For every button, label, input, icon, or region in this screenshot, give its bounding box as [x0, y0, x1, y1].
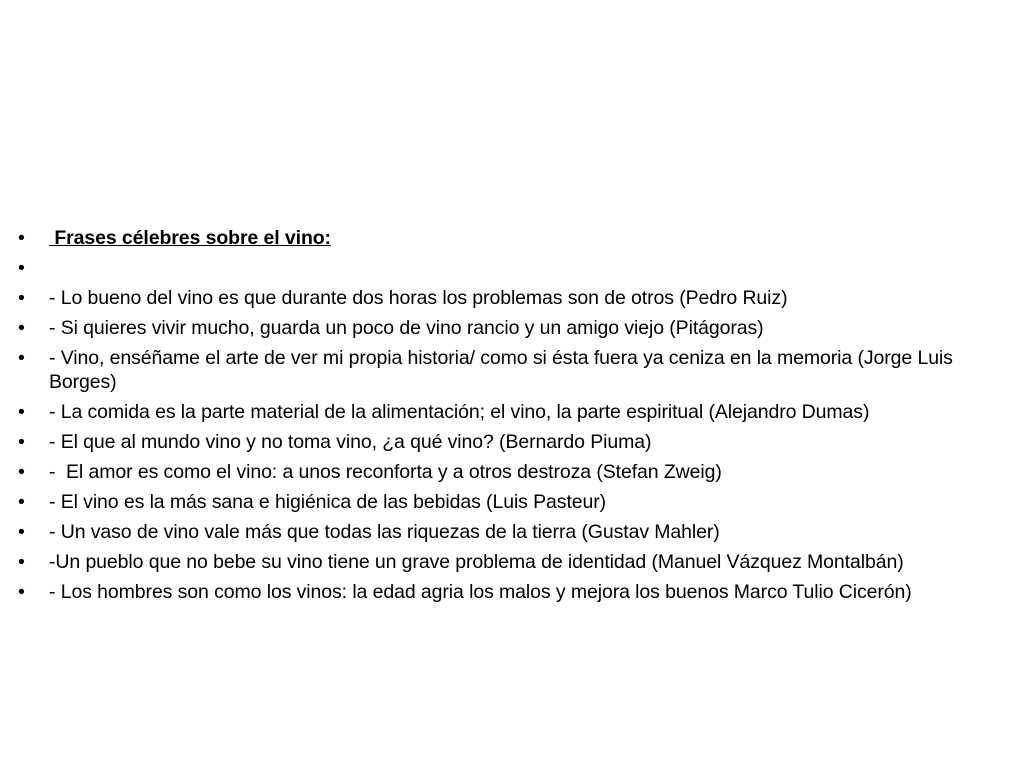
bullet-icon: •: [18, 317, 25, 339]
heading-item: [18, 226, 1008, 250]
quote-text: - El amor es como el vino: a unos reconforta y a otros destroza (Stefan Zweig): [49, 461, 722, 483]
quote-item: [18, 550, 1008, 574]
quote-text: - La comida es la parte material de la alimentación; el vino, la parte espiritual (Alejandro Dumas): [49, 401, 870, 423]
quote-item: [18, 580, 1008, 604]
bullet-icon: •: [18, 287, 25, 309]
quote-text: - Un vaso de vino vale más que todas las riquezas de la tierra (Gustav Mahler): [49, 521, 720, 543]
quote-text: - El que al mundo vino y no toma vino, ¿a qué vino? (Bernardo Piuma): [49, 431, 652, 453]
quote-item: [18, 286, 1008, 310]
quote-list: [18, 226, 1008, 610]
bullet-icon: •: [18, 227, 25, 249]
quote-item: [18, 400, 1008, 424]
quote-text: - Vino, enséñame el arte de ver mi propia historia/ como si ésta fuera ya ceniza en la memoria (Jorge Luis Borges): [49, 347, 953, 393]
quote-text: - Lo bueno del vino es que durante dos horas los problemas son de otros (Pedro Ruiz): [49, 287, 788, 309]
bullet-icon: •: [18, 581, 25, 603]
bullet-icon: •: [18, 461, 25, 483]
quote-item: [18, 520, 1008, 544]
quote-text: - Si quieres vivir mucho, guarda un poco de vino rancio y un amigo viejo (Pitágoras): [49, 317, 764, 339]
quote-text: - Los hombres son como los vinos: la edad agria los malos y mejora los buenos Marco Tulio Cicerón): [49, 581, 912, 603]
bullet-icon: •: [18, 521, 25, 543]
quote-item: [18, 460, 1008, 484]
quote-text: -Un pueblo que no bebe su vino tiene un grave problema de identidad (Manuel Vázquez Montalbán): [49, 551, 904, 573]
quote-item: [18, 490, 1008, 514]
bullet-icon: •: [18, 401, 25, 423]
quote-item: [18, 316, 1008, 340]
quote-text: - El vino es la más sana e higiénica de las bebidas (Luis Pasteur): [49, 491, 607, 513]
bullet-icon: •: [18, 551, 25, 573]
bullet-icon: •: [18, 257, 25, 279]
quote-item: [18, 430, 1008, 454]
slide-heading: Frases célebres sobre el vino:: [49, 227, 331, 249]
quote-item: [18, 346, 1008, 394]
empty-item: [18, 256, 1008, 280]
bullet-icon: •: [18, 347, 25, 369]
bullet-icon: •: [18, 431, 25, 453]
bullet-icon: •: [18, 491, 25, 513]
